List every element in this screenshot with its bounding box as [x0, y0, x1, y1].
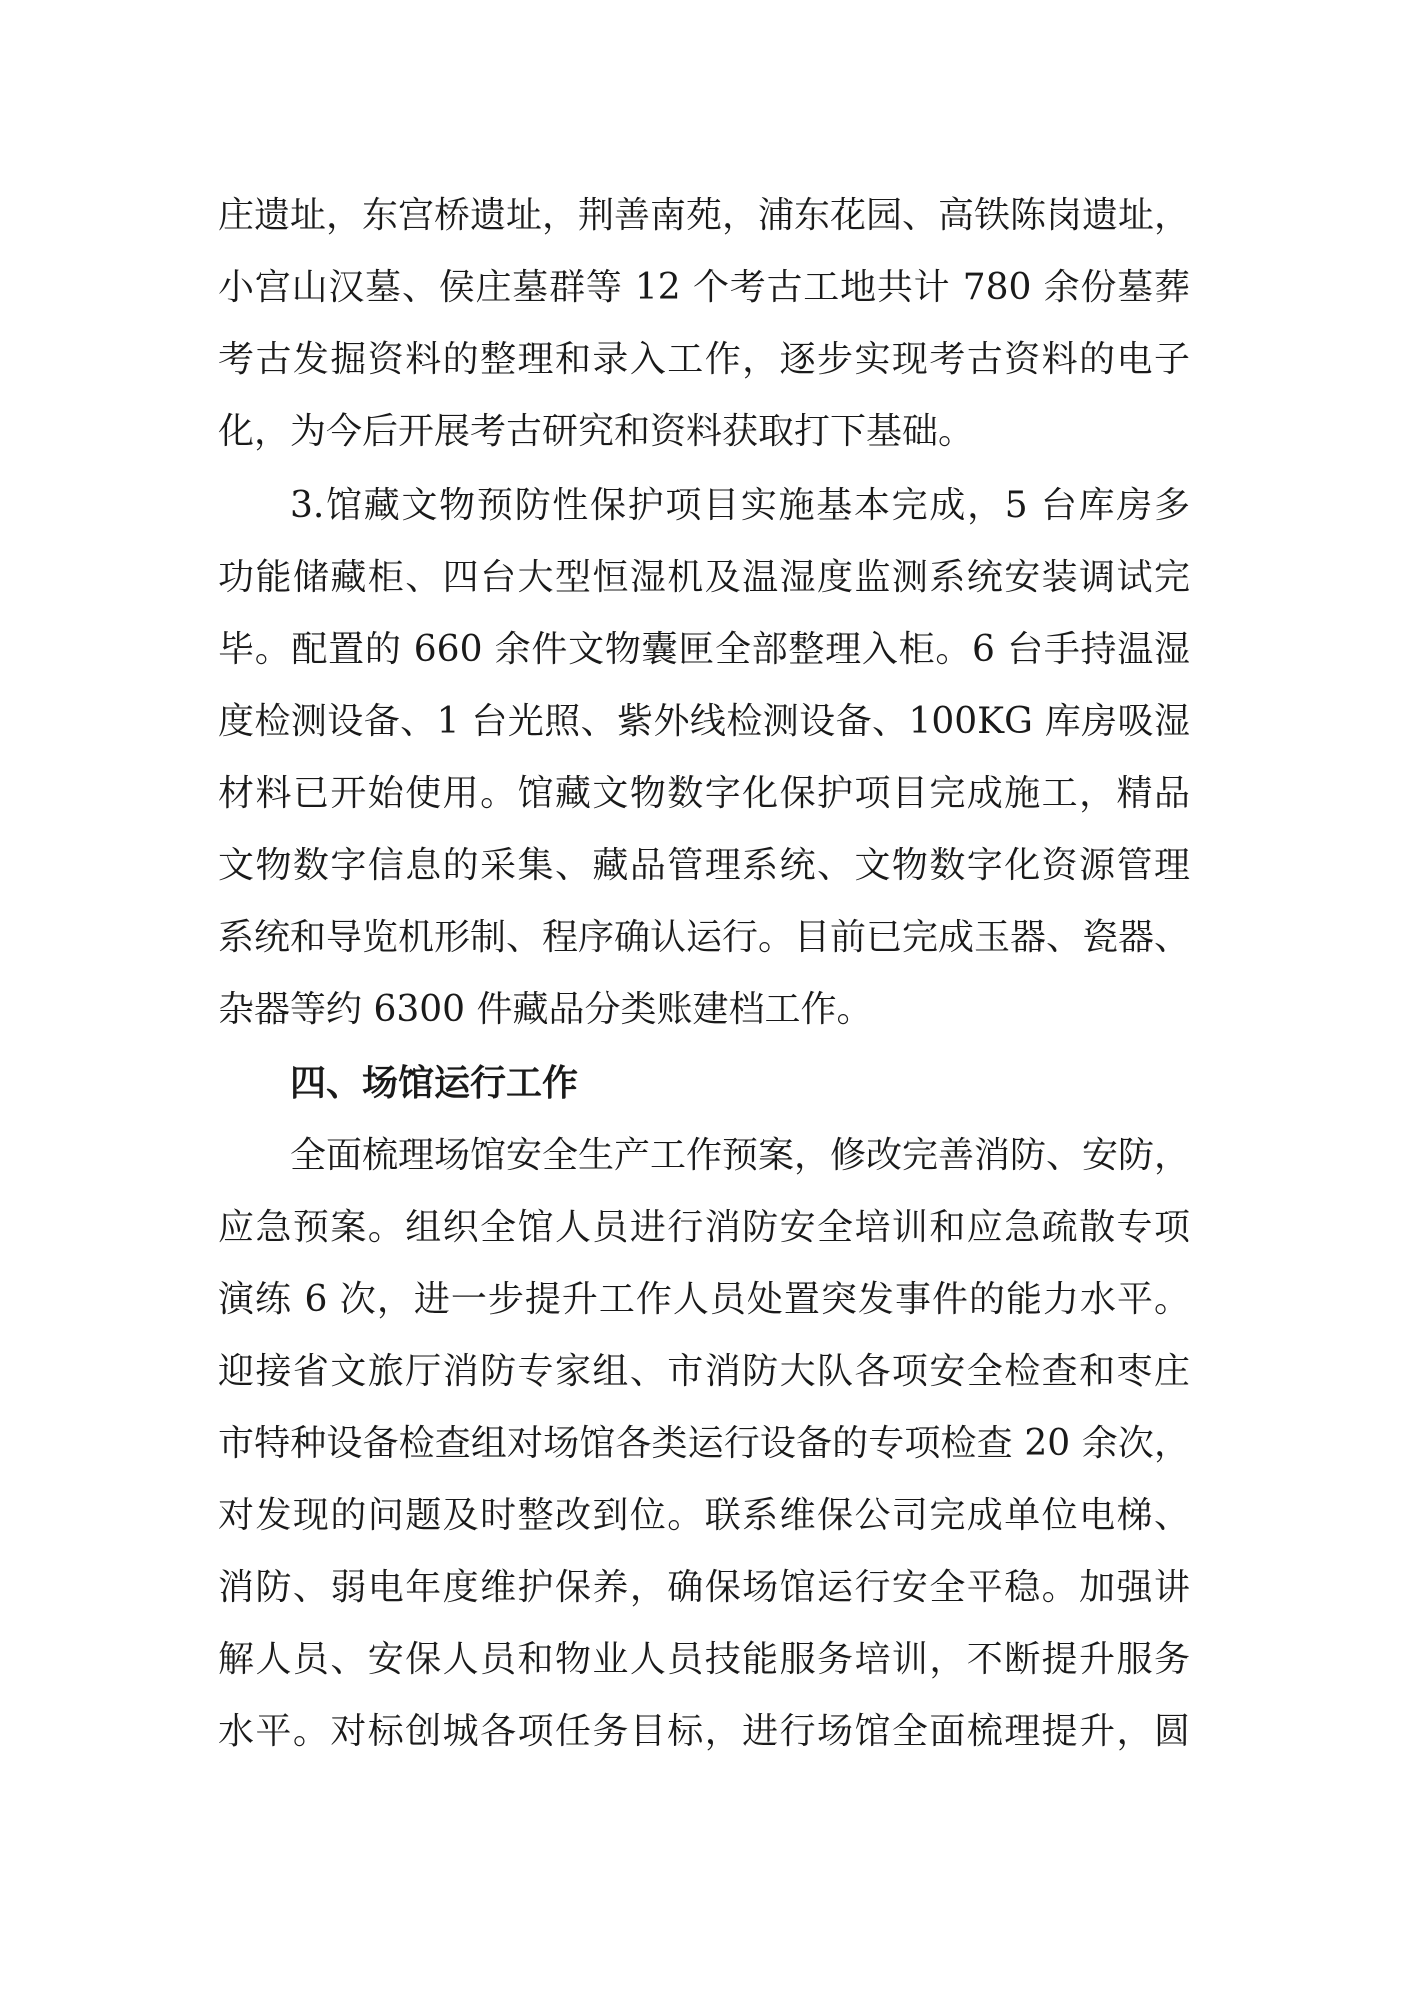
paragraph-3-line: 解人员、安保人员和物业人员技能服务培训，不断提升服务	[218, 1639, 1190, 1680]
paragraph-3-line: 应急预案。组织全馆人员进行消防安全培训和应急疏散专项	[218, 1207, 1190, 1248]
paragraph-3-line: 市特种设备检查组对场馆各类运行设备的专项检查 20 余次，	[218, 1423, 1190, 1464]
paragraph-1-line: 考古发掘资料的整理和录入工作，逐步实现考古资料的电子	[218, 339, 1190, 380]
paragraph-2-line: 系统和导览机形制、程序确认运行。目前已完成玉器、瓷器、	[218, 917, 1191, 958]
paragraph-3-line: 水平。对标创城各项任务目标，进行场馆全面梳理提升，圆	[218, 1711, 1190, 1752]
paragraph-2-line: 毕。配置的 660 余件文物囊匣全部整理入柜。6 台手持温湿	[218, 629, 1190, 670]
paragraph-3-line: 演练 6 次，进一步提升工作人员处置突发事件的能力水平。	[218, 1279, 1190, 1320]
section-heading: 四、场馆运行工作	[290, 1063, 579, 1104]
paragraph-2-line: 文物数字信息的采集、藏品管理系统、文物数字化资源管理	[218, 845, 1190, 886]
paragraph-3-line: 全面梳理场馆安全生产工作预案，修改完善消防、安防，	[290, 1135, 1191, 1176]
paragraph-1-line: 化，为今后开展考古研究和资料获取打下基础。	[218, 411, 975, 452]
paragraph-2-line: 3.馆藏文物预防性保护项目实施基本完成，5 台库房多	[290, 485, 1190, 526]
paragraph-3-line: 对发现的问题及时整改到位。联系维保公司完成单位电梯、	[218, 1495, 1190, 1536]
paragraph-1-line: 庄遗址，东宫桥遗址，荆善南苑，浦东花园、高铁陈岗遗址，	[218, 195, 1191, 236]
paragraph-3-line: 迎接省文旅厅消防专家组、市消防大队各项安全检查和枣庄	[218, 1351, 1190, 1392]
paragraph-1-line: 小宫山汉墓、侯庄墓群等 12 个考古工地共计 780 余份墓葬	[218, 267, 1190, 308]
paragraph-2-line: 度检测设备、1 台光照、紫外线检测设备、100KG 库房吸湿	[218, 701, 1190, 742]
paragraph-2-line: 功能储藏柜、四台大型恒湿机及温湿度监测系统安装调试完	[218, 557, 1190, 598]
paragraph-3-line: 消防、弱电年度维护保养，确保场馆运行安全平稳。加强讲	[218, 1567, 1190, 1608]
paragraph-2-line: 材料已开始使用。馆藏文物数字化保护项目完成施工，精品	[218, 773, 1190, 814]
paragraph-2-line: 杂器等约 6300 件藏品分类账建档工作。	[218, 989, 873, 1030]
